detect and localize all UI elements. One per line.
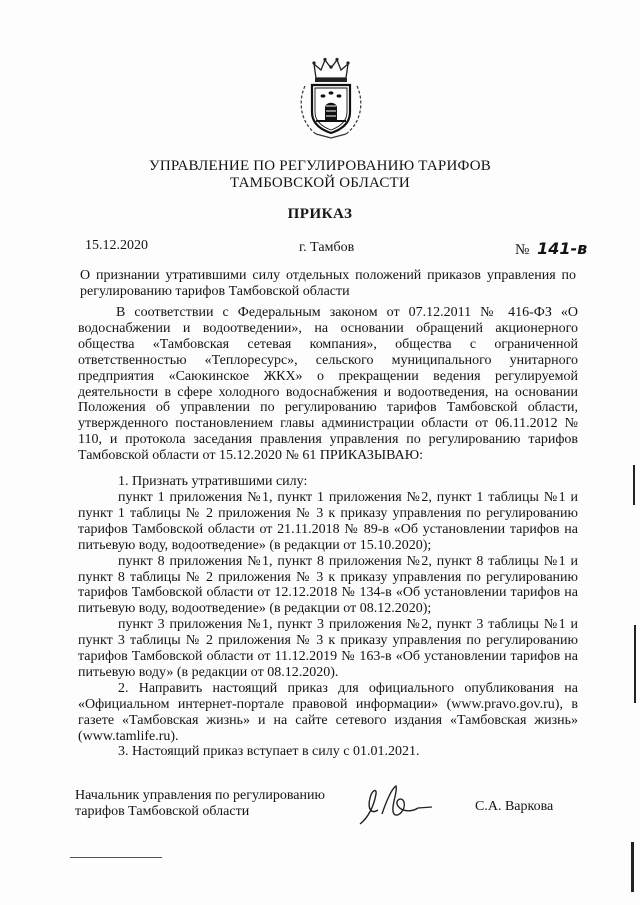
document-subject: О признании утратившими силу отдельных положений приказов управления по регулированию тарифов Тамбовской области [80,268,576,299]
item-1-subitem-1: пункт 1 приложения №1, пункт 1 приложения №2, пункт 1 таблицы №1 и пункт 1 таблицы № 2 приложения № 3 к приказу управления по регулированию тарифов Тамбовской области от 21.11.2018 № 89-в «Об установлении тарифов на питьевую воду, водоотведение» (в редакции от 15.10.2020); [78,489,578,553]
document-number [515,239,587,259]
signatory-position-line-2: тарифов Тамбовской области [75,804,250,819]
scan-edge-mark [633,465,635,505]
authority-line-1: УПРАВЛЕНИЕ ПО РЕГУЛИРОВАНИЮ ТАРИФОВ [149,158,491,174]
item-1-subitem-2: пункт 8 приложения №1, пункт 8 приложения №2, пункт 8 таблицы №1 и пункт 8 таблицы № 2 приложения № 3 к приказу управления по регулированию тарифов Тамбовской области от 12.12.2018 № 134-в «Об установлении тарифов на питьевую воду, водоотведение» (в редакции от 08.12.2020); [78,553,578,617]
signatory-name: С.А. Варкова [475,799,554,814]
scan-edge-mark [634,625,636,703]
scan-footer-line [70,857,162,858]
document-type-title: ПРИКАЗ [287,206,353,222]
document-city: г. Тамбов [299,240,355,255]
item-1-title: 1. Признать утратившими силу: [118,474,308,490]
signatory-position [75,788,335,820]
item-3-paragraph: 3. Настоящий приказ вступает в силу с 01.01.2021. [118,744,420,760]
signatory-position-line-1: Начальник управления по регулированию [75,788,325,803]
number-handwritten: 141-в [537,239,588,258]
scan-edge-mark [631,842,634,892]
item-1-subitem-3: пункт 3 приложения №1, пункт 3 приложения №2, пункт 3 таблицы №1 и пункт 3 таблицы № 2 приложения № 3 к приказу управления по регулированию тарифов Тамбовской области от 11.12.2019 № 163-в «Об установлении тарифов на питьевую воду» (в редакции от 08.12.2020). [78,617,578,680]
number-prefix: № [515,242,530,258]
preamble-paragraph: В соответствии с Федеральным законом от 07.12.2011 № 416-ФЗ «О водоснабжении и водоотведении», на основании обращений акционерного общества «Тамбовская сетевая компания», общества с ограниченной ответственностью «Теплоресурс», сельского муниципального унитарного предприятия «Саюкинское ЖКХ» о прекращении ведения регулируемой деятельности в сфере холодного водоснабжения и водоотведения, на основании Положения об управлении по регулированию тарифов Тамбовской области, утвержденного постановлением главы администрации области от 06.11.2012 № 110, и протокола заседания правления управления по регулированию тарифов Тамбовской области от 15.12.2020 № 61 ПРИКАЗЫВАЮ: [78,305,578,464]
document-body [78,305,578,760]
handwritten-signature [352,780,438,828]
authority-line-2: ТАМБОВСКОЙ ОБЛАСТИ [230,175,410,191]
item-2-paragraph: 2. Направить настоящий приказ для официального опубликования на «Официальном интернет-портале правовой информации» (www.pravo.gov.ru), в газете «Тамбовская жизнь» и на сайте сетевого издания «Тамбовская жизнь» (www.tamlife.ru). [78,680,578,744]
issuing-authority [0,158,640,192]
document-date: 15.12.2020 [85,238,148,253]
coat-of-arms-emblem [296,56,366,140]
